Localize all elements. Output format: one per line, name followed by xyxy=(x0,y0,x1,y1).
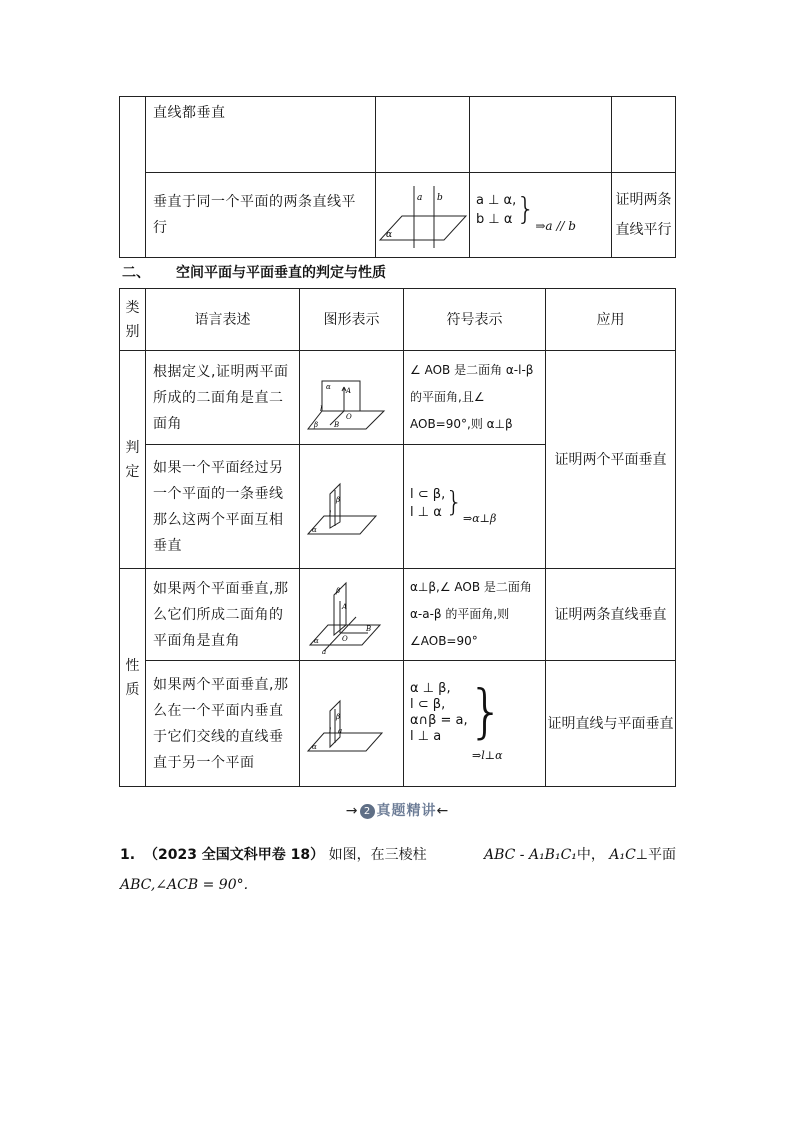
symbol-line: b ⊥ α xyxy=(476,212,513,227)
label-alpha: α xyxy=(312,742,317,751)
symbol-cell xyxy=(404,661,546,787)
number-circle-icon: 2 xyxy=(360,804,375,819)
language-cell: 直线都垂直 xyxy=(146,97,376,173)
symbol-group xyxy=(404,482,545,532)
problem-text: 如图，在三棱柱 xyxy=(328,847,427,863)
language-cell: 根据定义,证明两平面所成的二面角是直二面角 xyxy=(146,351,300,445)
symbol-line: α ⊥ β, xyxy=(410,680,451,696)
label-b: b xyxy=(437,193,443,203)
symbol-line: l ⊂ β, xyxy=(410,696,446,712)
section-title: 空间平面与平面垂直的判定与性质 xyxy=(176,265,386,281)
symbol-cell: α⊥β,∠ AOB 是二面角 α-a-β 的平面角,则 ∠AOB=90° xyxy=(404,569,546,661)
language-cell: 垂直于同一个平面的两条直线平行 xyxy=(146,173,376,258)
banner-title: 真题精讲 xyxy=(376,803,437,819)
language-cell: 如果两个平面垂直,那么在一个平面内垂直于它们交线的直线垂直于另一个平面 xyxy=(146,661,300,787)
problem-condition: ABC,∠ACB = 90°. xyxy=(120,877,249,893)
dihedral-angle-figure xyxy=(300,363,402,433)
label-O: O xyxy=(342,634,348,643)
label-B: B xyxy=(334,420,340,429)
problem-text: 中， xyxy=(576,847,605,863)
label-beta: β xyxy=(314,420,319,429)
application-cell: 证明两条直线平行 xyxy=(612,173,676,258)
symbol-cell xyxy=(470,97,612,173)
section-banner xyxy=(0,800,794,820)
symbol-result: ⇒l⊥α xyxy=(472,748,503,762)
label-A: A xyxy=(346,386,352,395)
label-beta: β xyxy=(336,712,341,721)
line-plane-perpendicular-figure xyxy=(300,689,402,759)
language-cell: 如果两个平面垂直,那么它们所成二面角的平面角是直角 xyxy=(146,569,300,661)
symbol-cell xyxy=(404,445,546,569)
symbol-line: l ⊥ a xyxy=(410,728,442,744)
figure-cell xyxy=(300,445,404,569)
symbol-group xyxy=(404,676,545,745)
label-alpha: α xyxy=(386,230,393,240)
segment-expression: A₁C xyxy=(609,847,636,863)
symbol-line: l ⊂ β, xyxy=(410,486,446,502)
right-arrow-icon: ← xyxy=(436,803,449,819)
left-arrow-icon: → xyxy=(345,803,358,819)
application-cell: 证明两条直线垂直 xyxy=(546,569,676,661)
category-judgment: 判定 xyxy=(120,351,146,569)
brace: } xyxy=(445,484,464,518)
symbol-cell: ∠ AOB 是二面角 α-l-β 的平面角,且∠ AOB=90°,则 α⊥β xyxy=(404,351,546,445)
symbol-line: α∩β = a, xyxy=(410,712,468,728)
category-property: 性质 xyxy=(120,569,146,787)
section-number: 二、 xyxy=(122,265,150,281)
symbol-cell xyxy=(470,173,612,258)
plane-perpendicular-figure xyxy=(300,472,402,542)
brace: } xyxy=(467,676,505,745)
table-perpendicular-lines xyxy=(119,96,676,258)
label-A: A xyxy=(342,602,348,611)
label-B: B xyxy=(366,624,372,633)
label-a: a xyxy=(322,647,327,655)
label-beta: β xyxy=(336,586,341,595)
category-cell xyxy=(120,97,146,258)
symbol-line: l ⊥ α xyxy=(410,504,442,520)
label-l: l xyxy=(329,509,332,518)
label-alpha: α xyxy=(312,525,317,534)
header-figure: 图形表示 xyxy=(300,289,404,351)
application-cell: 证明直线与平面垂直 xyxy=(546,661,676,787)
header-language: 语言表述 xyxy=(146,289,300,351)
header-category: 类别 xyxy=(120,289,146,351)
figure-cell xyxy=(300,351,404,445)
problem-text: ⊥平面 xyxy=(635,847,676,863)
right-dihedral-figure xyxy=(300,575,402,655)
label-a: a xyxy=(417,193,423,203)
label-alpha: α xyxy=(314,636,319,645)
header-symbol: 符号表示 xyxy=(404,289,546,351)
header-application: 应用 xyxy=(546,289,676,351)
symbol-line: a ⊥ α, xyxy=(476,193,517,208)
table-perpendicular-planes xyxy=(119,288,676,787)
symbol-group xyxy=(470,191,611,239)
symbol-result: ⇒α⊥β xyxy=(463,511,497,525)
label-a: a xyxy=(338,726,343,735)
parallel-lines-figure xyxy=(376,180,468,250)
label-O: O xyxy=(346,412,352,421)
problem-1 xyxy=(120,840,676,900)
label-l: l xyxy=(329,726,332,735)
language-cell: 如果一个平面经过另一个平面的一条垂线那么这两个平面互相垂直 xyxy=(146,445,300,569)
symbol-result: ⇒a // b xyxy=(535,219,576,233)
figure-cell xyxy=(300,569,404,661)
problem-number: 1. xyxy=(120,847,136,863)
figure-cell xyxy=(376,173,470,258)
figure-cell xyxy=(300,661,404,787)
application-cell: 证明两个平面垂直 xyxy=(546,351,676,569)
problem-source: （2023 全国文科甲卷 18） xyxy=(143,847,325,863)
figure-cell xyxy=(376,97,470,173)
label-alpha: α xyxy=(326,382,331,391)
section-heading xyxy=(122,262,386,282)
label-beta: β xyxy=(336,495,341,504)
label-l: l xyxy=(320,404,323,413)
application-cell xyxy=(612,97,676,173)
prism-expression: ABC - A₁B₁C₁ xyxy=(483,847,577,863)
brace: } xyxy=(516,192,536,227)
